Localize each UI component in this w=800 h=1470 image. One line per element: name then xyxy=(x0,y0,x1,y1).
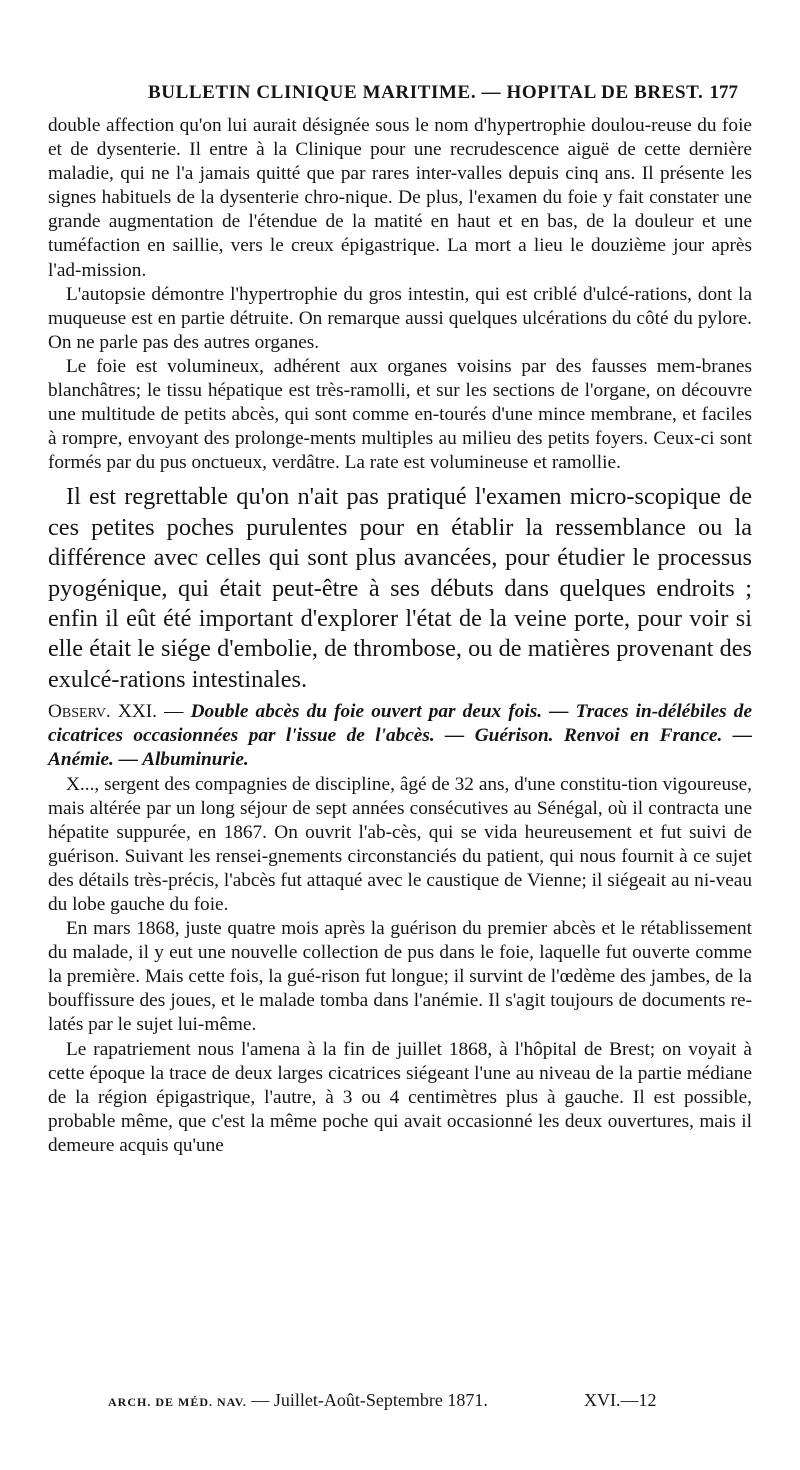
paragraph: En mars 1868, juste quatre mois après la guérison du premier abcès et le rétablissement du malade, il y eut une nouvelle collection de pus dans le foie, laquelle fut ouverte comme la première. Mais cette fois, la gué-rison fut longue; il survint de l'œdème des jambes, de la bouffissure des joues, et le malade tomba dans l'anémie. Il s'agit toujours de documents re-latés par le sujet lui-même. xyxy=(48,918,752,1036)
body-text xyxy=(48,114,752,1158)
commentary-paragraph: Il est regrettable qu'on n'ait pas pratiqué l'examen micro-scopique de ces petites poches purulentes pour en établir la ressemblance ou la différence avec celles qui sont plus avancées, pour étudier le processus pyogénique, qui était peut-être à ses débuts dans quelques endroits ; enfin il eût été important d'explorer l'état de la veine porte, pour voir si elle était le siége d'embolie, de thrombose, ou de matières provenant des exulcé-rations intestinales. xyxy=(48,483,752,693)
paragraph: Le foie est volumineux, adhérent aux organes voisins par des fausses mem-branes blanchâtres; le tissu hépatique est très-ramolli, et sur les sections de l'organe, on découvre une multitude de petits abcès, qui sont comme en-tourés d'une mince membrane, et faciles à rompre, envoyant des prolonge-ments multiples au milieu des petits foyers. Ceux-ci sont formés par du pus onctueux, verdâtre. La rate est volumineuse et ramollie. xyxy=(48,355,752,474)
journal-abbreviation: ARCH. DE MÉD. NAV. xyxy=(108,1395,247,1409)
paragraph: Le rapatriement nous l'amena à la fin de juillet 1868, à l'hôpital de Brest; on voyait à cette époque la trace de deux larges cicatrices siégeant l'une au niveau de la partie médiane de la région épigastrique, l'autre, à 3 ou 4 centimètres plus à gauche. Il est possible, probable même, que c'est la même poche qui avait occasionné les deux ouvertures, mais il demeure acquis qu'une xyxy=(48,1038,752,1156)
running-head: BULLETIN CLINIQUE MARITIME. — HOPITAL DE BREST. xyxy=(148,82,704,103)
page-number: 177 xyxy=(709,82,738,103)
paragraph: double affection qu'on lui aurait désignée sous le nom d'hypertrophie doulou-reuse du foie et de dysenterie. Il entre à la Clinique pour une recrudescence aiguë de cette dernière maladie, qui ne l'a jamais quitté que par rares inter-valles depuis cinq ans. Il présente les signes habituels de la dysenterie chro-nique. De plus, l'examen du foie y fait constater une grande augmentation de l'étendue de la matité en haut et en bas, de la douleur et une tuméfaction en saillie, vers le creux épigastrique. La mort a lieu le douzième jour après l'ad-mission. xyxy=(48,115,752,281)
paragraph: X..., sergent des compagnies de discipline, âgé de 32 ans, d'une constitu-tion vigoureuse, mais altérée par un long séjour de sept années consécutives au Sénégal, où il contracta une hépatite suppurée, en 1867. On ouvrit l'ab-cès, qui se vida heureusement et fut suivi de guérison. Suivant les rensei-gnements circonstanciés du patient, qui nous fournit à ce sujet des détails très-précis, l'abcès fut attaqué avec le caustique de Vienne; il siégeait au ni-veau du lobe gauche du foie. xyxy=(48,773,752,915)
observation-heading xyxy=(48,700,752,772)
document-page xyxy=(48,0,752,1470)
journal-issue: — Juillet-Août-Septembre 1871. xyxy=(246,1390,488,1410)
signature-mark: XVI.—12 xyxy=(584,1390,657,1410)
paragraph: L'autopsie démontre l'hypertrophie du gros intestin, qui est criblé d'ulcé-rations, dont la muqueuse est en partie détruite. On remarque aussi quelques ulcérations du côté du pylore. On ne parle pas des autres organes. xyxy=(48,283,752,353)
observation-title: Double abcès du foie ouvert par deux fois. — Traces in-délébiles de cicatrices occasionnées par l'issue de l'abcès. — Guérison. Renvoi en France. — Anémie. — Albuminurie. xyxy=(48,701,752,771)
page-header xyxy=(48,82,752,108)
page-footer xyxy=(48,1390,752,1416)
journal-reference xyxy=(108,1390,488,1411)
observation-label: Observ. XXI. — xyxy=(48,701,191,723)
